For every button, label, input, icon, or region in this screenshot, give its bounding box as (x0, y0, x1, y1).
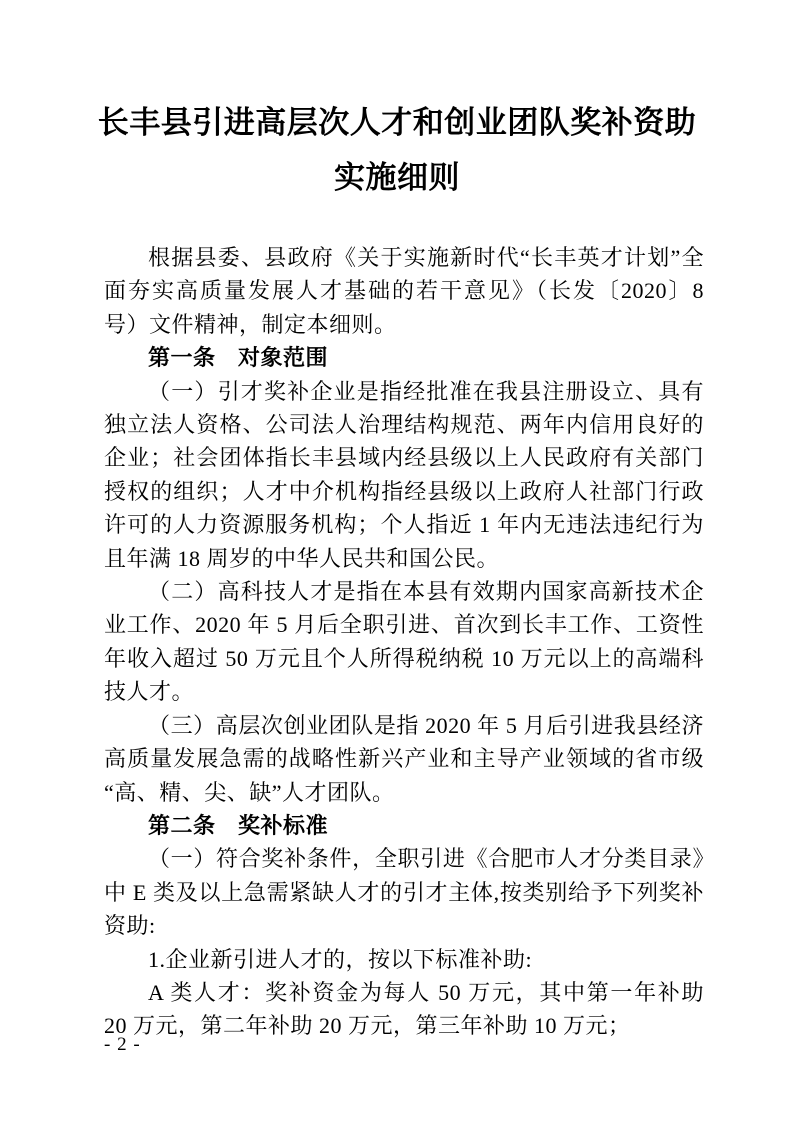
document-title (0, 0, 794, 205)
document-title-line2: 实施细则 (334, 160, 460, 195)
paragraph-article2-sub1: 1.企业新引进人才的，按以下标准补助: (148, 946, 533, 972)
paragraph-article1-item2: （二）高科技人才是指在本县有效期内国家高新技术企业工作、2020 年 5 月后全职引进、首次到长丰工作、工资性年收入超过 50 万元且个人所得税纳税 10 万元以上的高端科技人才。 (104, 579, 704, 705)
heading-article-2: 第二条 奖补标准 (148, 812, 329, 838)
heading-article-1: 第一条 对象范围 (148, 345, 329, 371)
document-title-line1: 长丰县引进高层次人才和创业团队奖补资助 (97, 105, 697, 140)
paragraph-article2-classA: A 类人才：奖补资金为每人 50 万元，其中第一年补助 20 万元，第二年补助 20 万元，第三年补助 10 万元； (104, 979, 704, 1039)
paragraph-intro: 根据县委、县政府《关于实施新时代“长丰英才计划”全面夯实高质量发展人才基础的若干意见》（长发〔2020〕8 号）文件精神，制定本细则。 (104, 245, 704, 337)
document-body (0, 241, 794, 1043)
paragraph-article1-item3: （三）高层次创业团队是指 2020 年 5 月后引进我县经济高质量发展急需的战略性新兴产业和主导产业领域的省市级“高、精、尖、缺”人才团队。 (104, 712, 704, 805)
page-number: - 2 - (104, 1034, 141, 1055)
paragraph-article1-item1: （一）引才奖补企业是指经批准在我县注册设立、具有独立法人资格、公司法人治理结构规范、两年内信用良好的企业；社会团体指长丰县域内经县级以上人民政府有关部门授权的组织；人才中介机构指经县级以上政府人社部门行政许可的人力资源服务机构；个人指近 1 年内无违法违纪行为且年满 18 周岁的中华人民共和国公民。 (104, 378, 704, 571)
page-footer (104, 1034, 141, 1056)
paragraph-article2-item1: （一）符合奖补条件，全职引进《合肥市人才分类目录》中 E 类及以上急需紧缺人才的引才主体,按类别给予下列奖补资助: (104, 846, 704, 939)
